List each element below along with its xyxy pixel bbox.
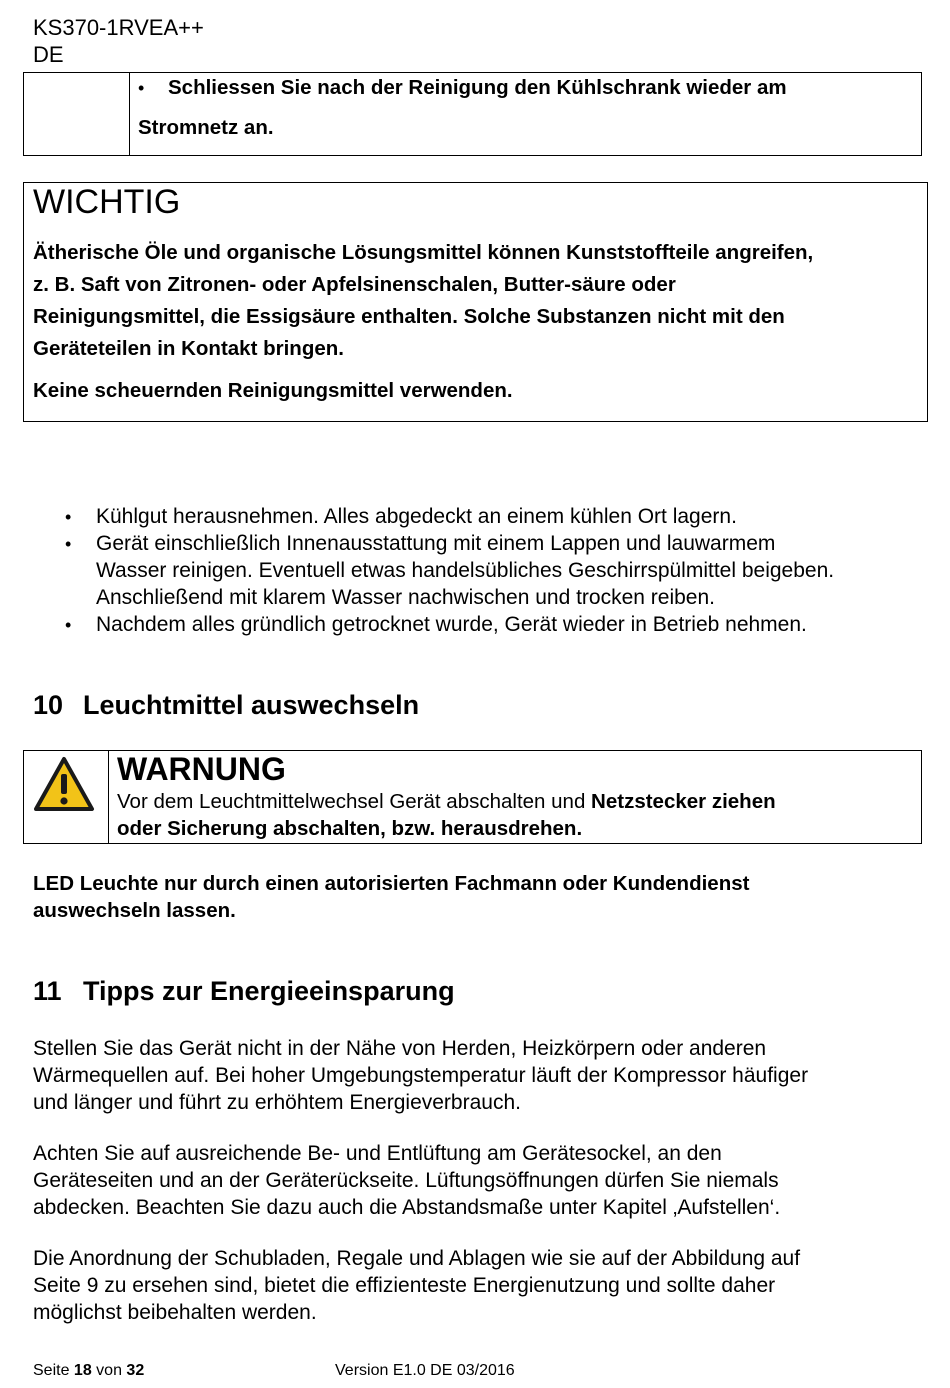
bullet-icon: •	[65, 507, 72, 527]
paragraph-3-line-2: Seite 9 zu ersehen sind, bietet die effizienteste Energienutzung und sollte daher	[33, 1274, 776, 1297]
section-10-title: Leuchtmittel auswechseln	[83, 690, 420, 720]
bullet-icon: •	[65, 615, 72, 635]
led-note-line-1: LED Leuchte nur durch einen autorisierten Fachmann oder Kundendienst	[33, 872, 750, 895]
step-1-line-1: Kühlgut herausnehmen. Alles abgedeckt an einem kühlen Ort lagern.	[96, 505, 737, 528]
paragraph-2-line-3: abdecken. Beachten Sie dazu auch die Abstandsmaße unter Kapitel ‚Aufstellen‘.	[33, 1196, 781, 1219]
paragraph-2-line-1: Achten Sie auf ausreichende Be- und Entlüftung am Gerätesockel, an den	[33, 1142, 722, 1165]
warning-line-1-bold: Netzstecker ziehen	[591, 790, 776, 813]
paragraph-1-line-2: Wärmequellen auf. Bei hoher Umgebungstemperatur läuft der Kompressor häufiger	[33, 1064, 809, 1087]
warning-title: WARNUNG	[117, 751, 286, 787]
paragraph-2-line-2: Geräteseiten und an der Geräterückseite. Lüftungsöffnungen dürfen Sie niemals	[33, 1169, 779, 1192]
paragraph-3-line-3: möglichst beibehalten werden.	[33, 1301, 317, 1324]
top-box-line-1: Schliessen Sie nach der Reinigung den Kühlschrank wieder am	[168, 76, 787, 99]
warning-line-2: oder Sicherung abschalten, bzw. herausdrehen.	[117, 817, 583, 840]
section-11-title: Tipps zur Energieeinsparung	[83, 976, 455, 1006]
page-footer-pagination	[33, 1362, 144, 1380]
important-last-line: Keine scheuernden Reinigungsmittel verwenden.	[33, 379, 513, 402]
language-code: DE	[33, 42, 64, 67]
step-3-line-1: Nachdem alles gründlich getrocknet wurde, Gerät wieder in Betrieb nehmen.	[96, 613, 807, 636]
footer-total-pages: 32	[126, 1362, 145, 1379]
important-line-1: Ätherische Öle und organische Lösungsmittel können Kunststoffteile angreifen,	[33, 241, 814, 264]
document-header	[33, 14, 204, 68]
warning-line-1-normal: Vor dem Leuchtmittelwechsel Gerät abschalten und	[117, 790, 592, 813]
warning-triangle-icon	[33, 756, 95, 812]
footer-page-number: 18	[73, 1362, 92, 1379]
paragraph-3-line-1: Die Anordnung der Schubladen, Regale und Ablagen wie sie auf der Abbildung auf	[33, 1247, 801, 1270]
paragraph-1-line-3: und länger und führt zu erhöhtem Energieverbrauch.	[33, 1091, 521, 1114]
paragraph-1-line-1: Stellen Sie das Gerät nicht in der Nähe von Herden, Heizkörpern oder anderen	[33, 1037, 767, 1060]
footer-von-label: von	[96, 1362, 122, 1379]
step-2-line-3: Anschließend mit klarem Wasser nachwischen und trocken reiben.	[96, 586, 715, 609]
important-line-2: z. B. Saft von Zitronen- oder Apfelsinenschalen, Butter-säure oder	[33, 273, 676, 296]
warning-divider	[108, 751, 109, 843]
warning-line-1	[117, 790, 776, 814]
important-line-4: Geräteteilen in Kontakt bringen.	[33, 337, 344, 360]
section-11-number: 11	[33, 976, 62, 1006]
footer-version: Version E1.0 DE 03/2016	[335, 1362, 515, 1379]
step-2-line-1: Gerät einschließlich Innenausstattung mit einem Lappen und lauwarmem	[96, 532, 776, 555]
bullet-icon: •	[65, 534, 72, 554]
section-10-number: 10	[33, 690, 64, 720]
important-line-3: Reinigungsmittel, die Essigsäure enthalten. Solche Substanzen nicht mit den	[33, 305, 785, 328]
important-title: WICHTIG	[33, 183, 181, 221]
model-number: KS370-1RVEA++	[33, 15, 204, 40]
step-2-line-2: Wasser reinigen. Eventuell etwas handelsübliches Geschirrspülmittel beigeben.	[96, 559, 835, 582]
bullet-icon: •	[138, 78, 145, 98]
table-divider	[129, 73, 130, 155]
top-box-line-2: Stromnetz an.	[138, 116, 274, 139]
led-note-line-2: auswechseln lassen.	[33, 899, 236, 922]
footer-seite-label: Seite	[33, 1362, 70, 1379]
